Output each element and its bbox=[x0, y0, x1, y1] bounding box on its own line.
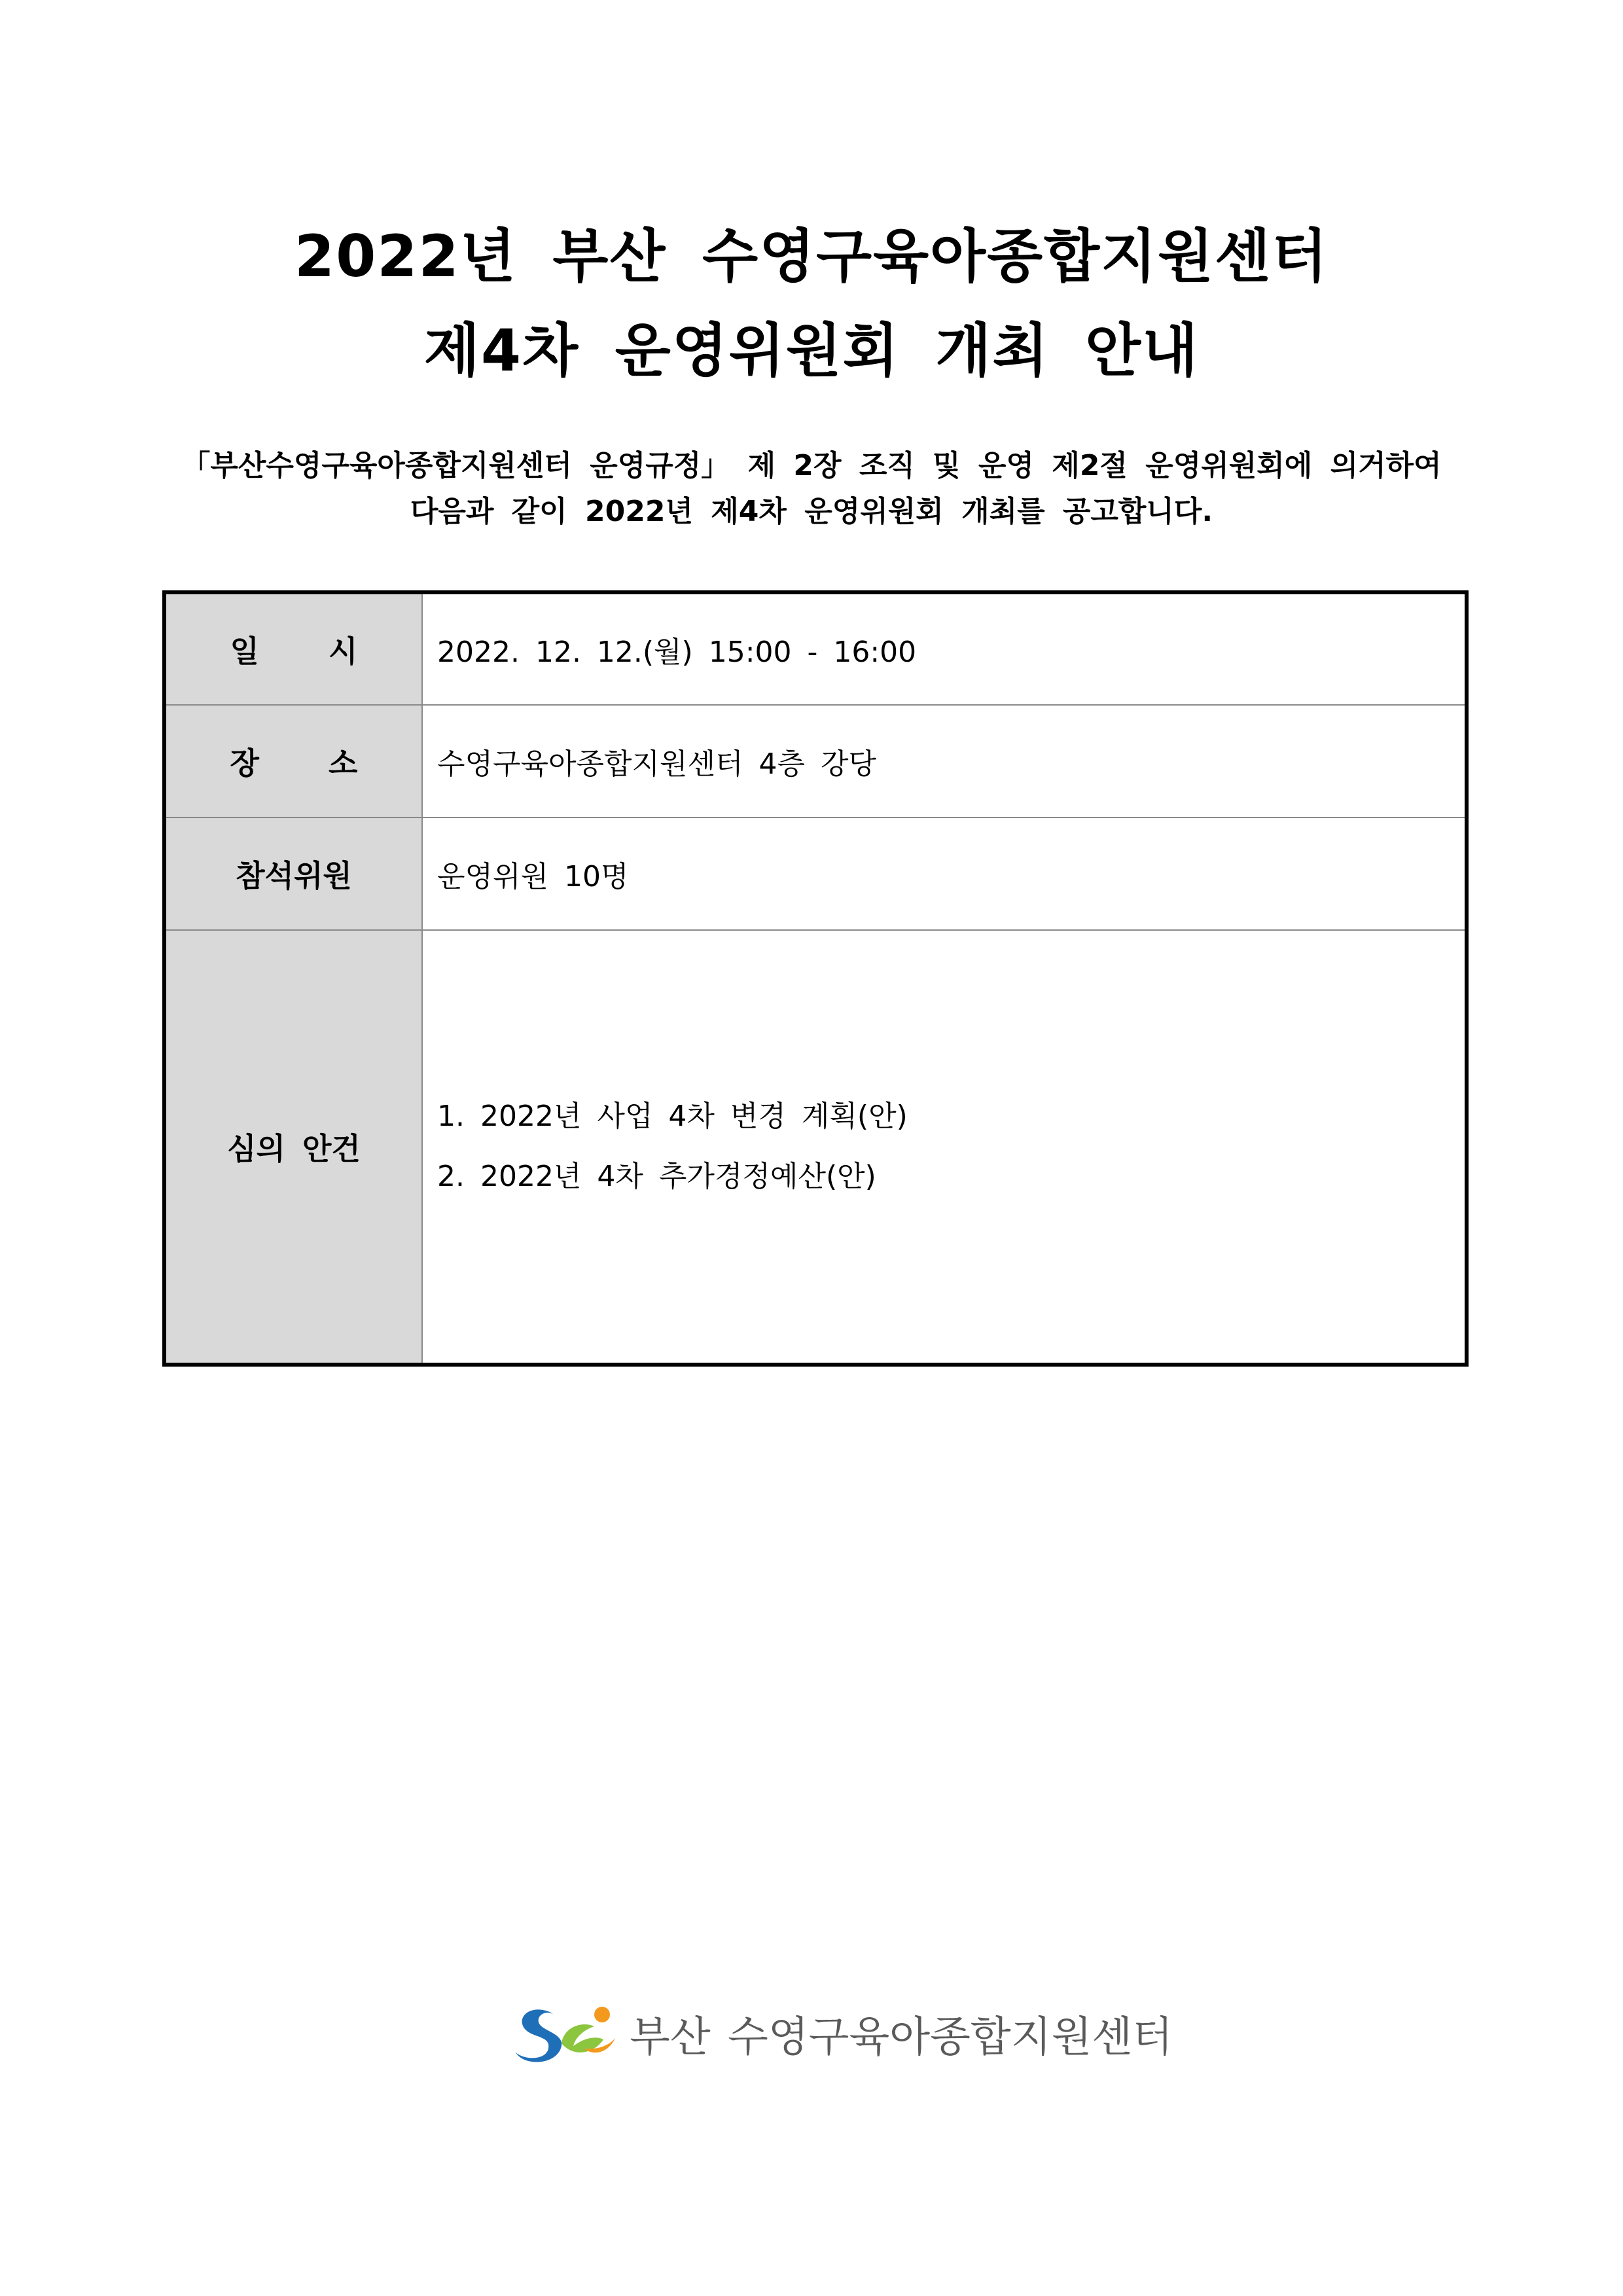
datetime-label: 일 시 bbox=[164, 592, 422, 705]
intro-text-line1: 「부산수영구육아종합지원센터 운영규정」 제 2장 조직 및 운영 제2절 운영위원회에 의거하여 bbox=[181, 449, 1442, 482]
location-value: 수영구육아종합지원센터 4층 강당 bbox=[422, 705, 1467, 817]
center-logo-icon bbox=[510, 1998, 622, 2070]
table-row-location bbox=[164, 705, 1467, 817]
intro-text-line2: 다음과 같이 2022년 제4차 운영위원회 개최를 공고합니다. bbox=[410, 495, 1213, 528]
table-row-attendees bbox=[164, 817, 1467, 930]
meeting-info-table bbox=[162, 590, 1469, 1367]
document-title-line2: 제4차 운영위원회 개최 안내 bbox=[423, 317, 1200, 384]
table-row-agenda bbox=[164, 930, 1467, 1365]
datetime-value: 2022. 12. 12.(월) 15:00 - 16:00 bbox=[422, 592, 1467, 705]
location-label: 장 소 bbox=[164, 705, 422, 817]
footer bbox=[510, 1998, 1173, 2070]
logo-blue-swoosh bbox=[516, 2009, 562, 2062]
agenda-label: 심의 안건 bbox=[164, 930, 422, 1365]
document-title-line1: 2022년 부산 수영구육아종합지원센터 bbox=[294, 223, 1329, 290]
organization-name: 부산 수영구육아종합지원센터 bbox=[630, 2013, 1173, 2062]
attendees-label: 참석위원 bbox=[164, 817, 422, 930]
table-row-datetime bbox=[164, 592, 1467, 705]
attendees-value: 운영위원 10명 bbox=[422, 817, 1467, 930]
logo-orange-dot bbox=[594, 2007, 610, 2022]
agenda-value bbox=[422, 930, 1467, 1365]
agenda-item-1: 1. 2022년 사업 4차 변경 계획(안) bbox=[437, 1099, 908, 1133]
agenda-item-2: 2. 2022년 4차 추가경정예산(안) bbox=[437, 1159, 876, 1193]
